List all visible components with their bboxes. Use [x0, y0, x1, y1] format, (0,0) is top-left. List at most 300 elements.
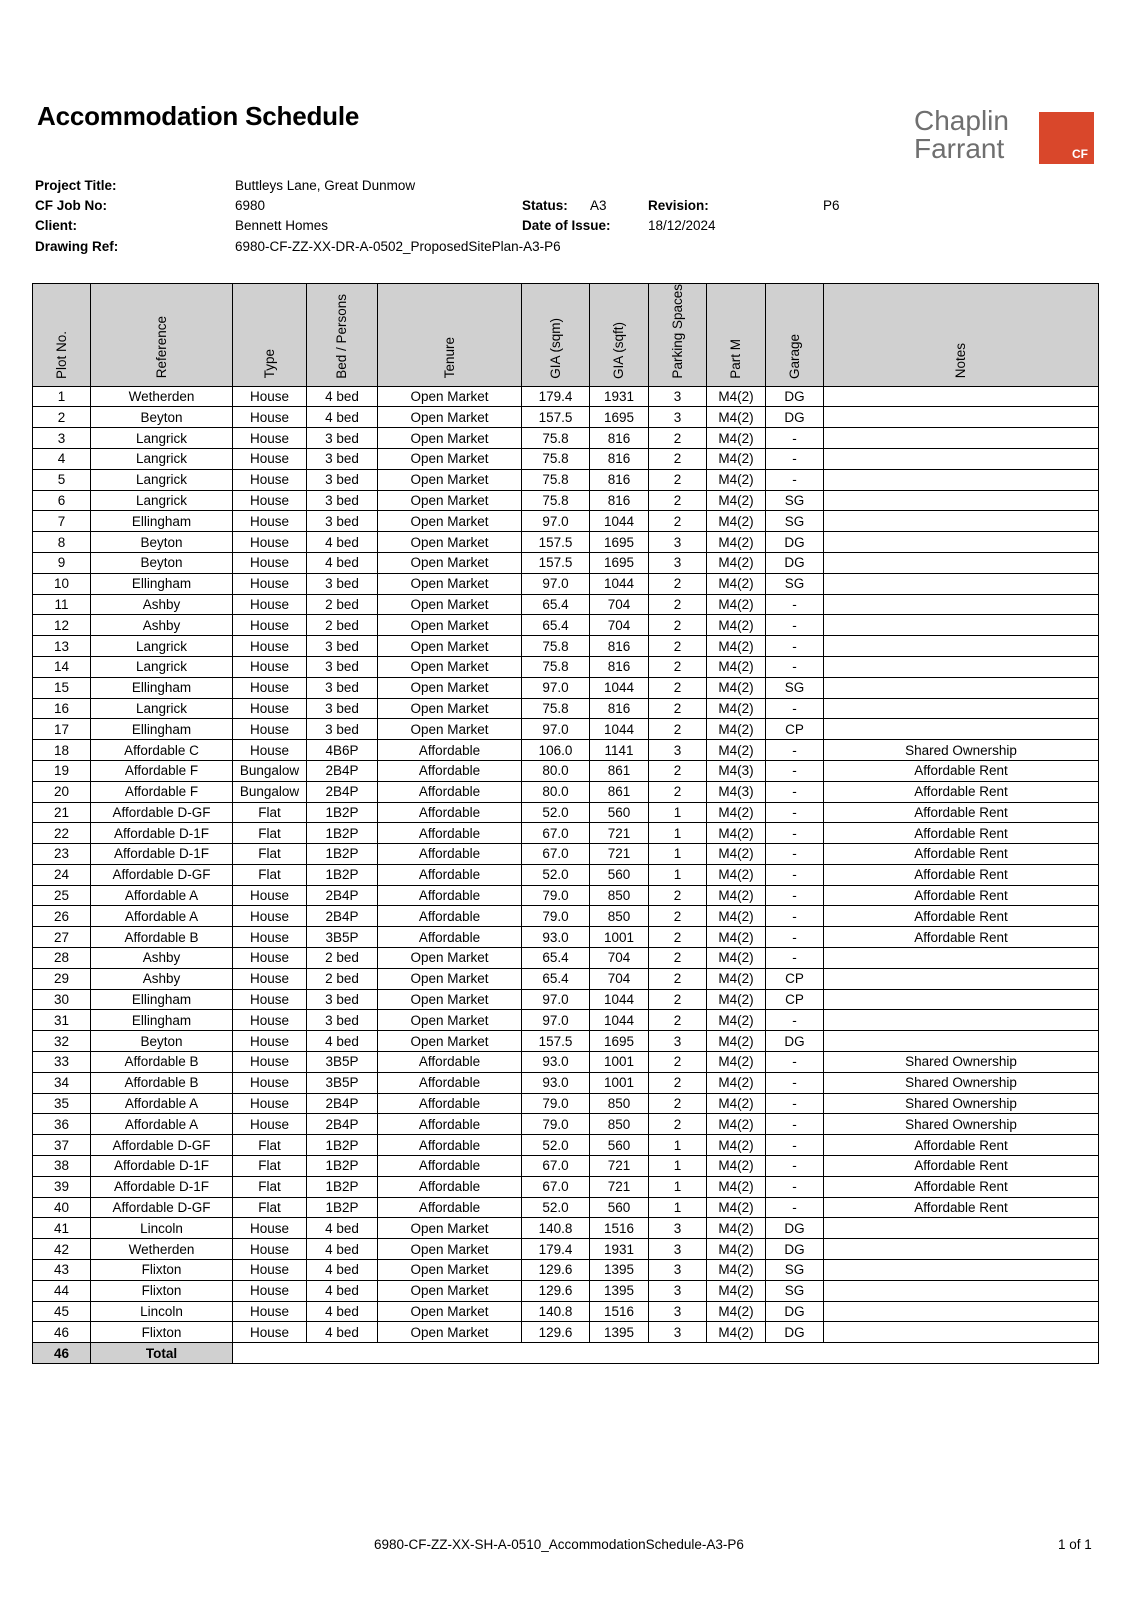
- cell-parking-spaces: 3: [649, 386, 707, 407]
- cell-gia-sqft: 704: [590, 615, 649, 636]
- cell-bed-persons: 3 bed: [307, 656, 378, 677]
- cell-parking-spaces: 2: [649, 656, 707, 677]
- column-header-gia-sqft: [590, 284, 649, 387]
- cell-plot-no: 2: [33, 407, 91, 428]
- total-label: Total: [91, 1343, 233, 1364]
- cell-bed-persons: 3B5P: [307, 1072, 378, 1093]
- cell-reference: Langrick: [91, 698, 233, 719]
- cell-reference: Ellingham: [91, 1010, 233, 1031]
- cell-notes: [824, 511, 1099, 532]
- cell-parking-spaces: 2: [649, 760, 707, 781]
- cell-notes: [824, 1322, 1099, 1343]
- cell-reference: Affordable D-GF: [91, 1197, 233, 1218]
- cell-parking-spaces: 1: [649, 844, 707, 865]
- cell-plot-no: 29: [33, 968, 91, 989]
- cell-plot-no: 7: [33, 511, 91, 532]
- cell-gia-sqft: 1044: [590, 719, 649, 740]
- cell-gia-sqft: 1931: [590, 386, 649, 407]
- cell-garage: -: [766, 864, 824, 885]
- cell-gia-sqft: 560: [590, 802, 649, 823]
- cell-tenure: Affordable: [378, 844, 522, 865]
- cell-notes: [824, 968, 1099, 989]
- cell-garage: -: [766, 927, 824, 948]
- cell-gia-sqft: 560: [590, 864, 649, 885]
- cell-type: House: [233, 448, 307, 469]
- cell-part-m: M4(2): [707, 1301, 766, 1322]
- cell-type: Flat: [233, 823, 307, 844]
- cell-tenure: Open Market: [378, 448, 522, 469]
- cell-plot-no: 41: [33, 1218, 91, 1239]
- cell-tenure: Open Market: [378, 1218, 522, 1239]
- cell-reference: Lincoln: [91, 1301, 233, 1322]
- cell-reference: Lincoln: [91, 1218, 233, 1239]
- cell-garage: -: [766, 948, 824, 969]
- cell-notes: [824, 532, 1099, 553]
- cell-garage: SG: [766, 1260, 824, 1281]
- cell-type: Flat: [233, 864, 307, 885]
- cell-tenure: Affordable: [378, 1072, 522, 1093]
- cell-gia-sqft: 816: [590, 656, 649, 677]
- cell-parking-spaces: 2: [649, 677, 707, 698]
- cell-part-m: M4(2): [707, 698, 766, 719]
- cell-gia-sqm: 75.8: [522, 698, 590, 719]
- cell-reference: Affordable A: [91, 906, 233, 927]
- table-row: [33, 490, 1099, 511]
- cell-parking-spaces: 3: [649, 552, 707, 573]
- cell-type: House: [233, 1218, 307, 1239]
- cell-reference: Flixton: [91, 1322, 233, 1343]
- cell-bed-persons: 4 bed: [307, 1322, 378, 1343]
- cell-gia-sqm: 179.4: [522, 386, 590, 407]
- cell-parking-spaces: 2: [649, 428, 707, 449]
- cell-notes: [824, 573, 1099, 594]
- cell-reference: Affordable D-1F: [91, 1156, 233, 1177]
- cell-gia-sqft: 1931: [590, 1239, 649, 1260]
- cell-plot-no: 17: [33, 719, 91, 740]
- cell-notes: [824, 677, 1099, 698]
- cell-reference: Flixton: [91, 1260, 233, 1281]
- cell-reference: Ashby: [91, 968, 233, 989]
- cell-gia-sqm: 129.6: [522, 1322, 590, 1343]
- cell-reference: Affordable B: [91, 1072, 233, 1093]
- cell-plot-no: 33: [33, 1052, 91, 1073]
- cell-gia-sqm: 157.5: [522, 407, 590, 428]
- cell-gia-sqft: 1516: [590, 1301, 649, 1322]
- cell-notes: [824, 615, 1099, 636]
- cell-bed-persons: 3 bed: [307, 698, 378, 719]
- cell-type: House: [233, 1072, 307, 1093]
- cell-bed-persons: 3 bed: [307, 511, 378, 532]
- revision-label: Revision:: [648, 198, 709, 213]
- cell-plot-no: 10: [33, 573, 91, 594]
- cell-plot-no: 31: [33, 1010, 91, 1031]
- column-header-notes: [824, 284, 1099, 387]
- column-header-label: GIA (sqft): [611, 321, 626, 379]
- cell-reference: Affordable D-GF: [91, 802, 233, 823]
- cell-type: House: [233, 906, 307, 927]
- cell-notes: [824, 1301, 1099, 1322]
- cell-gia-sqft: 1001: [590, 1072, 649, 1093]
- cell-garage: DG: [766, 1031, 824, 1052]
- cell-plot-no: 24: [33, 864, 91, 885]
- cell-tenure: Open Market: [378, 469, 522, 490]
- cell-plot-no: 39: [33, 1176, 91, 1197]
- cell-parking-spaces: 2: [649, 469, 707, 490]
- cell-part-m: M4(2): [707, 740, 766, 761]
- page-title: Accommodation Schedule: [37, 101, 360, 131]
- cell-notes: Shared Ownership: [824, 1072, 1099, 1093]
- cell-garage: -: [766, 615, 824, 636]
- cell-part-m: M4(2): [707, 1280, 766, 1301]
- table-row: [33, 802, 1099, 823]
- cell-part-m: M4(2): [707, 823, 766, 844]
- cell-part-m: M4(2): [707, 1239, 766, 1260]
- cell-bed-persons: 1B2P: [307, 864, 378, 885]
- cell-bed-persons: 4 bed: [307, 532, 378, 553]
- cell-garage: DG: [766, 532, 824, 553]
- cell-gia-sqft: 721: [590, 823, 649, 844]
- column-header-label: Type: [261, 349, 277, 379]
- table-row: [33, 989, 1099, 1010]
- cell-type: House: [233, 636, 307, 657]
- cell-gia-sqft: 1044: [590, 511, 649, 532]
- cell-plot-no: 13: [33, 636, 91, 657]
- cell-plot-no: 6: [33, 490, 91, 511]
- cell-reference: Affordable C: [91, 740, 233, 761]
- table-row: [33, 1280, 1099, 1301]
- cell-gia-sqft: 1001: [590, 927, 649, 948]
- table-row: [33, 844, 1099, 865]
- cell-parking-spaces: 2: [649, 927, 707, 948]
- cell-gia-sqm: 97.0: [522, 573, 590, 594]
- column-header-label: Garage: [786, 333, 802, 379]
- table-row: [33, 781, 1099, 802]
- cell-type: House: [233, 1114, 307, 1135]
- cell-parking-spaces: 1: [649, 1176, 707, 1197]
- cell-type: House: [233, 511, 307, 532]
- cell-gia-sqm: 75.8: [522, 636, 590, 657]
- cell-part-m: M4(2): [707, 1156, 766, 1177]
- cell-tenure: Open Market: [378, 532, 522, 553]
- cell-gia-sqm: 106.0: [522, 740, 590, 761]
- cell-reference: Beyton: [91, 1031, 233, 1052]
- cell-gia-sqm: 97.0: [522, 1010, 590, 1031]
- cell-notes: [824, 448, 1099, 469]
- cell-notes: Affordable Rent: [824, 927, 1099, 948]
- table-row: [33, 1260, 1099, 1281]
- cell-parking-spaces: 1: [649, 823, 707, 844]
- cell-reference: Langrick: [91, 428, 233, 449]
- cell-tenure: Affordable: [378, 1052, 522, 1073]
- cell-garage: -: [766, 1093, 824, 1114]
- cell-tenure: Open Market: [378, 407, 522, 428]
- cell-reference: Flixton: [91, 1280, 233, 1301]
- cell-parking-spaces: 1: [649, 1135, 707, 1156]
- column-header-gia-sqm: [522, 284, 590, 387]
- cell-type: House: [233, 469, 307, 490]
- cell-tenure: Open Market: [378, 1239, 522, 1260]
- column-header-label: GIA (sqm): [547, 317, 563, 379]
- cell-notes: [824, 948, 1099, 969]
- cell-notes: Affordable Rent: [824, 802, 1099, 823]
- cell-gia-sqft: 1516: [590, 1218, 649, 1239]
- cell-plot-no: 36: [33, 1114, 91, 1135]
- cell-notes: Affordable Rent: [824, 864, 1099, 885]
- cell-plot-no: 44: [33, 1280, 91, 1301]
- cell-tenure: Open Market: [378, 948, 522, 969]
- table-row: [33, 1239, 1099, 1260]
- cell-bed-persons: 2B4P: [307, 760, 378, 781]
- cell-plot-no: 23: [33, 844, 91, 865]
- cell-type: Flat: [233, 1135, 307, 1156]
- cell-garage: -: [766, 1156, 824, 1177]
- footer-page-number: 1 of 1: [1058, 1537, 1092, 1552]
- cell-parking-spaces: 2: [649, 490, 707, 511]
- cell-part-m: M4(2): [707, 1052, 766, 1073]
- cell-parking-spaces: 2: [649, 1052, 707, 1073]
- table-row: [33, 1197, 1099, 1218]
- table-row: [33, 636, 1099, 657]
- cell-garage: DG: [766, 1218, 824, 1239]
- cell-gia-sqm: 75.8: [522, 469, 590, 490]
- cell-tenure: Open Market: [378, 1301, 522, 1322]
- cell-notes: Affordable Rent: [824, 760, 1099, 781]
- drawing-ref-label: Drawing Ref:: [35, 239, 119, 254]
- cell-bed-persons: 3 bed: [307, 1010, 378, 1031]
- cell-type: Flat: [233, 802, 307, 823]
- cell-gia-sqft: 1044: [590, 989, 649, 1010]
- cell-gia-sqm: 75.8: [522, 448, 590, 469]
- cell-type: Flat: [233, 1156, 307, 1177]
- logo-line-2: Farrant: [914, 133, 1005, 164]
- cell-gia-sqft: 816: [590, 490, 649, 511]
- cell-bed-persons: 3 bed: [307, 428, 378, 449]
- cell-bed-persons: 3B5P: [307, 927, 378, 948]
- cell-gia-sqm: 140.8: [522, 1301, 590, 1322]
- cell-notes: [824, 698, 1099, 719]
- cell-gia-sqft: 1141: [590, 740, 649, 761]
- cell-tenure: Open Market: [378, 1280, 522, 1301]
- status-label: Status:: [522, 198, 568, 213]
- table-row: [33, 885, 1099, 906]
- cell-gia-sqft: 816: [590, 448, 649, 469]
- cell-tenure: Open Market: [378, 511, 522, 532]
- cell-part-m: M4(3): [707, 781, 766, 802]
- cell-gia-sqft: 704: [590, 948, 649, 969]
- cell-gia-sqft: 816: [590, 428, 649, 449]
- cell-part-m: M4(2): [707, 906, 766, 927]
- cell-notes: [824, 656, 1099, 677]
- cell-reference: Affordable D-GF: [91, 864, 233, 885]
- cell-reference: Affordable A: [91, 1114, 233, 1135]
- cell-type: Bungalow: [233, 781, 307, 802]
- cell-bed-persons: 1B2P: [307, 1197, 378, 1218]
- cell-gia-sqft: 1695: [590, 1031, 649, 1052]
- cell-gia-sqft: 560: [590, 1197, 649, 1218]
- cell-tenure: Open Market: [378, 636, 522, 657]
- cell-garage: -: [766, 698, 824, 719]
- cell-tenure: Affordable: [378, 781, 522, 802]
- client-value: Bennett Homes: [235, 218, 329, 233]
- table-body: [33, 386, 1099, 1363]
- cell-tenure: Affordable: [378, 1114, 522, 1135]
- cell-tenure: Open Market: [378, 594, 522, 615]
- cell-gia-sqft: 1044: [590, 1010, 649, 1031]
- table-row: [33, 656, 1099, 677]
- cell-gia-sqft: 850: [590, 885, 649, 906]
- cell-parking-spaces: 2: [649, 968, 707, 989]
- cell-plot-no: 43: [33, 1260, 91, 1281]
- cell-bed-persons: 2B4P: [307, 781, 378, 802]
- cell-notes: [824, 469, 1099, 490]
- table-row: [33, 968, 1099, 989]
- cell-notes: Shared Ownership: [824, 1114, 1099, 1135]
- cell-garage: DG: [766, 386, 824, 407]
- cell-bed-persons: 4 bed: [307, 1301, 378, 1322]
- project-title-label: Project Title:: [35, 178, 117, 193]
- cell-parking-spaces: 2: [649, 989, 707, 1010]
- table-header-row: [33, 284, 1099, 387]
- cell-garage: SG: [766, 677, 824, 698]
- cell-plot-no: 22: [33, 823, 91, 844]
- cell-type: House: [233, 1280, 307, 1301]
- cell-bed-persons: 3 bed: [307, 469, 378, 490]
- cell-bed-persons: 1B2P: [307, 844, 378, 865]
- cell-gia-sqm: 93.0: [522, 1052, 590, 1073]
- cell-part-m: M4(2): [707, 989, 766, 1010]
- table-row: [33, 740, 1099, 761]
- cell-tenure: Affordable: [378, 1093, 522, 1114]
- cell-type: House: [233, 968, 307, 989]
- cell-parking-spaces: 2: [649, 511, 707, 532]
- cell-gia-sqm: 80.0: [522, 760, 590, 781]
- cell-garage: CP: [766, 968, 824, 989]
- cell-bed-persons: 1B2P: [307, 802, 378, 823]
- cell-gia-sqm: 75.8: [522, 656, 590, 677]
- cell-type: Bungalow: [233, 760, 307, 781]
- cell-gia-sqm: 75.8: [522, 490, 590, 511]
- cell-gia-sqft: 850: [590, 1093, 649, 1114]
- cell-parking-spaces: 2: [649, 1010, 707, 1031]
- cell-gia-sqft: 816: [590, 636, 649, 657]
- cell-reference: Langrick: [91, 656, 233, 677]
- cell-parking-spaces: 2: [649, 594, 707, 615]
- cell-gia-sqm: 80.0: [522, 781, 590, 802]
- cell-garage: -: [766, 885, 824, 906]
- table-row: [33, 1156, 1099, 1177]
- cell-type: House: [233, 989, 307, 1010]
- cell-tenure: Open Market: [378, 615, 522, 636]
- cell-garage: -: [766, 781, 824, 802]
- cell-gia-sqft: 1044: [590, 677, 649, 698]
- cell-bed-persons: 4 bed: [307, 407, 378, 428]
- cell-part-m: M4(2): [707, 1218, 766, 1239]
- cell-bed-persons: 4 bed: [307, 552, 378, 573]
- cell-bed-persons: 2 bed: [307, 594, 378, 615]
- cell-bed-persons: 2B4P: [307, 1093, 378, 1114]
- cell-bed-persons: 1B2P: [307, 1156, 378, 1177]
- cell-gia-sqft: 1695: [590, 407, 649, 428]
- table-row: [33, 511, 1099, 532]
- cell-bed-persons: 3 bed: [307, 490, 378, 511]
- cell-notes: Affordable Rent: [824, 885, 1099, 906]
- cell-garage: DG: [766, 1322, 824, 1343]
- cell-part-m: M4(2): [707, 636, 766, 657]
- table-row: [33, 823, 1099, 844]
- cell-part-m: M4(2): [707, 677, 766, 698]
- cell-type: Flat: [233, 1176, 307, 1197]
- cell-gia-sqm: 97.0: [522, 677, 590, 698]
- cell-bed-persons: 2B4P: [307, 906, 378, 927]
- cell-notes: Affordable Rent: [824, 1197, 1099, 1218]
- cell-parking-spaces: 2: [649, 906, 707, 927]
- cell-garage: CP: [766, 989, 824, 1010]
- cell-type: House: [233, 927, 307, 948]
- cell-plot-no: 5: [33, 469, 91, 490]
- cell-plot-no: 45: [33, 1301, 91, 1322]
- cell-bed-persons: 4 bed: [307, 1218, 378, 1239]
- cell-part-m: M4(2): [707, 448, 766, 469]
- cell-notes: [824, 1010, 1099, 1031]
- cell-gia-sqm: 52.0: [522, 802, 590, 823]
- cell-tenure: Affordable: [378, 1135, 522, 1156]
- cell-gia-sqm: 97.0: [522, 719, 590, 740]
- cell-reference: Affordable D-1F: [91, 823, 233, 844]
- cell-plot-no: 42: [33, 1239, 91, 1260]
- cell-tenure: Open Market: [378, 1322, 522, 1343]
- cell-notes: [824, 1260, 1099, 1281]
- cell-type: House: [233, 698, 307, 719]
- cell-tenure: Open Market: [378, 719, 522, 740]
- cell-plot-no: 9: [33, 552, 91, 573]
- cell-part-m: M4(2): [707, 885, 766, 906]
- cell-parking-spaces: 1: [649, 1197, 707, 1218]
- cell-reference: Langrick: [91, 469, 233, 490]
- cell-notes: Shared Ownership: [824, 740, 1099, 761]
- cell-type: House: [233, 1031, 307, 1052]
- cell-part-m: M4(2): [707, 469, 766, 490]
- column-header-bed-persons: [307, 284, 378, 387]
- column-header-label: Part M: [728, 338, 743, 379]
- table-row: [33, 1072, 1099, 1093]
- cell-notes: Affordable Rent: [824, 823, 1099, 844]
- cell-plot-no: 25: [33, 885, 91, 906]
- cell-type: House: [233, 594, 307, 615]
- cell-plot-no: 12: [33, 615, 91, 636]
- cell-garage: -: [766, 760, 824, 781]
- job-no-value: 6980: [235, 198, 266, 213]
- cell-part-m: M4(2): [707, 656, 766, 677]
- cell-garage: -: [766, 906, 824, 927]
- cell-reference: Ellingham: [91, 719, 233, 740]
- cell-parking-spaces: 3: [649, 407, 707, 428]
- cell-gia-sqm: 67.0: [522, 1176, 590, 1197]
- cell-type: House: [233, 1010, 307, 1031]
- cell-notes: [824, 1280, 1099, 1301]
- cell-part-m: M4(2): [707, 1135, 766, 1156]
- cell-parking-spaces: 2: [649, 1093, 707, 1114]
- cell-part-m: M4(2): [707, 844, 766, 865]
- cell-tenure: Affordable: [378, 885, 522, 906]
- cell-plot-no: 4: [33, 448, 91, 469]
- cell-part-m: M4(2): [707, 386, 766, 407]
- cell-gia-sqft: 1395: [590, 1260, 649, 1281]
- cell-tenure: Affordable: [378, 927, 522, 948]
- accommodation-schedule-table: [32, 283, 1099, 1364]
- cell-parking-spaces: 2: [649, 781, 707, 802]
- cell-reference: Affordable F: [91, 781, 233, 802]
- cell-parking-spaces: 3: [649, 1031, 707, 1052]
